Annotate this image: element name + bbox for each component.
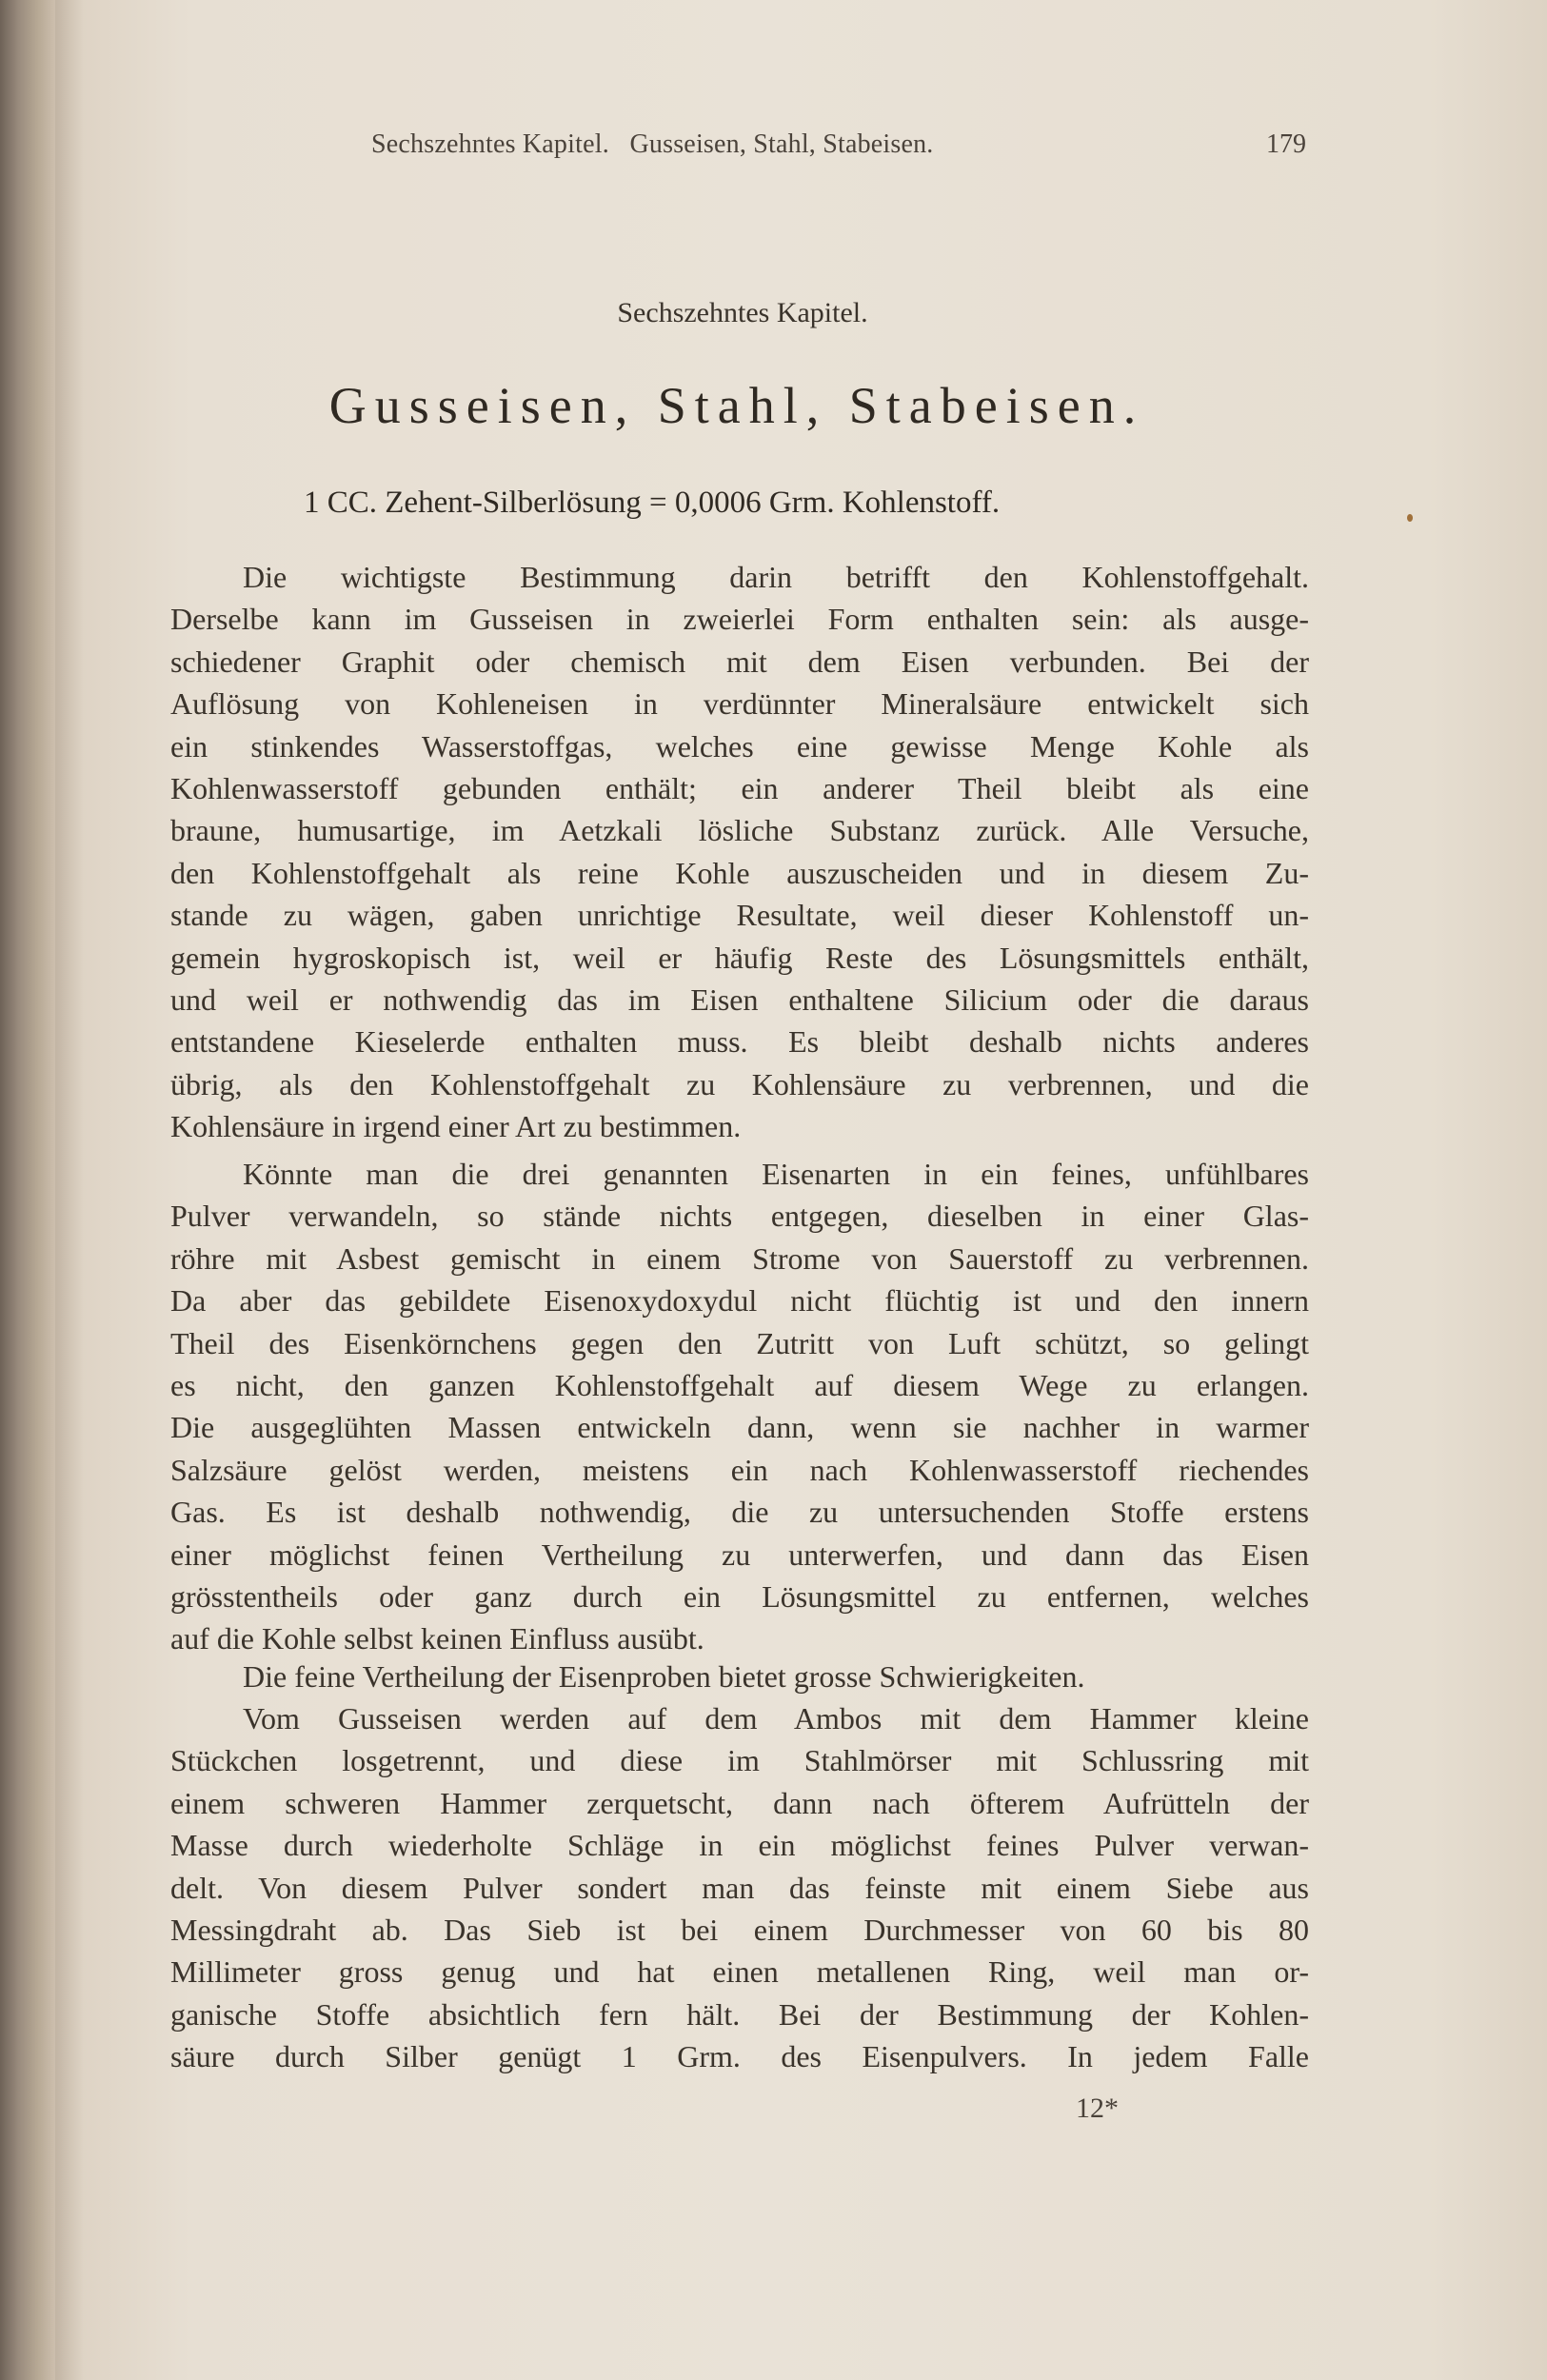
text-line: Da aber das gebildete Eisenoxydoxydul nicht flüchtig ist und den innern [170, 1283, 1309, 1319]
text-line: Kohlenwasserstoff gebunden enthält; ein anderer Theil bleibt als eine [170, 770, 1309, 805]
text-line: Die feine Vertheilung der Eisenproben bietet grosse Schwierigkeiten. [243, 1659, 1085, 1694]
chapter-title: Gusseisen, Stahl, Stabeisen. [328, 377, 1145, 434]
text-line: Salzsäure gelöst werden, meistens ein nach Kohlenwasserstoff riechendes [170, 1452, 1309, 1487]
text-line: braune, humusartige, im Aetzkali lösliche Substanz zurück. Alle Versuche, [170, 813, 1309, 848]
signature-mark: 12* [1076, 2092, 1119, 2124]
text-line: ein stinkendes Wasserstoffgas, welches eine gewisse Menge Kohle als [170, 728, 1309, 764]
text-line: auf die Kohle selbst keinen Einfluss ausübt. [170, 1621, 704, 1656]
text-line: Messingdraht ab. Das Sieb ist bei einem Durchmesser von 60 bis 80 [170, 1912, 1309, 1947]
paragraph [170, 556, 1309, 1147]
text-line: übrig, als den Kohlenstoffgehalt zu Kohlensäure zu verbrennen, und die [170, 1066, 1309, 1101]
text-line: Kohlensäure in irgend einer Art zu bestimmen. [170, 1109, 742, 1144]
text-line: Vom Gusseisen werden auf dem Ambos mit dem Hammer kleine [243, 1701, 1309, 1735]
running-header: Sechszehntes Kapitel. Gusseisen, Stahl, Stabeisen. [371, 129, 934, 159]
text-line: grösstentheils oder ganz durch ein Lösungsmittel zu entfernen, welches [170, 1578, 1309, 1614]
page-number: 179 [1266, 129, 1306, 159]
text-line: schiedener Graphit oder chemisch mit dem Eisen verbunden. Bei der [170, 644, 1309, 679]
book-binding-edge [0, 0, 55, 2380]
text-line: delt. Von diesem Pulver sondert man das feinste mit einem Siebe aus [170, 1870, 1309, 1905]
text-line: einer möglichst feinen Vertheilung zu unterwerfen, und dann das Eisen [170, 1537, 1309, 1572]
text-line: Masse durch wiederholte Schläge in ein möglichst feines Pulver verwan- [170, 1828, 1309, 1863]
paper-stain [1407, 514, 1413, 522]
text-line: und weil er nothwendig das im Eisen enthaltene Silicium oder die daraus [170, 982, 1309, 1017]
paragraph [170, 1697, 1309, 2078]
text-line: es nicht, den ganzen Kohlenstoffgehalt auf diesem Wege zu erlangen. [170, 1367, 1309, 1402]
text-line: Stückchen losgetrennt, und diese im Stahlmörser mit Schlussring mit [170, 1743, 1309, 1778]
text-line: einem schweren Hammer zerquetscht, dann nach öfterem Aufrütteln der [170, 1785, 1309, 1820]
text-line: Derselbe kann im Gusseisen in zweierlei Form enthalten sein: als ausge- [170, 602, 1309, 637]
text-line: Theil des Eisenkörnchens gegen den Zutritt von Luft schützt, so gelingt [170, 1325, 1309, 1360]
paragraph [170, 1153, 1309, 1660]
text-line: säure durch Silber genügt 1 Grm. des Eisenpulvers. In jedem Falle [170, 2039, 1309, 2074]
text-line: ganische Stoffe absichtlich fern hält. Bei der Bestimmung der Kohlen- [170, 1996, 1309, 2032]
text-line: Auflösung von Kohleneisen in verdünnter Mineralsäure entwickelt sich [170, 686, 1309, 722]
text-line: Pulver verwandeln, so stände nichts entgegen, dieselben in einer Glas- [170, 1199, 1309, 1234]
text-line: den Kohlenstoffgehalt als reine Kohle auszuscheiden und in diesem Zu- [170, 855, 1309, 890]
text-line: Die wichtigste Bestimmung darin betrifft den Kohlenstoffgehalt. [243, 560, 1309, 594]
text-line: stande zu wägen, gaben unrichtige Resultate, weil dieser Kohlenstoff un- [170, 898, 1309, 933]
equivalence-formula: 1 CC. Zehent-Silberlösung = 0,0006 Grm. Kohlenstoff. [304, 486, 1001, 520]
text-line: Könnte man die drei genannten Eisenarten in ein feines, unfühlbares [243, 1157, 1309, 1191]
text-line: gemein hygroskopisch ist, weil er häufig Reste des Lösungsmittels enthält, [170, 940, 1309, 975]
chapter-label: Sechszehntes Kapitel. [617, 297, 868, 328]
text-line: Gas. Es ist deshalb nothwendig, die zu untersuchenden Stoffe erstens [170, 1495, 1309, 1530]
paragraph [170, 1656, 1309, 1697]
text-line: röhre mit Asbest gemischt in einem Strome von Sauerstoff zu verbrennen. [170, 1240, 1309, 1276]
text-line: Millimeter gross genug und hat einen metallenen Ring, weil man or- [170, 1954, 1309, 1990]
text-line: entstandene Kieselerde enthalten muss. Es bleibt deshalb nichts anderes [170, 1024, 1309, 1060]
text-line: Die ausgeglühten Massen entwickeln dann, wenn sie nachher in warmer [170, 1410, 1309, 1445]
page-fold-shadow [55, 0, 84, 2380]
